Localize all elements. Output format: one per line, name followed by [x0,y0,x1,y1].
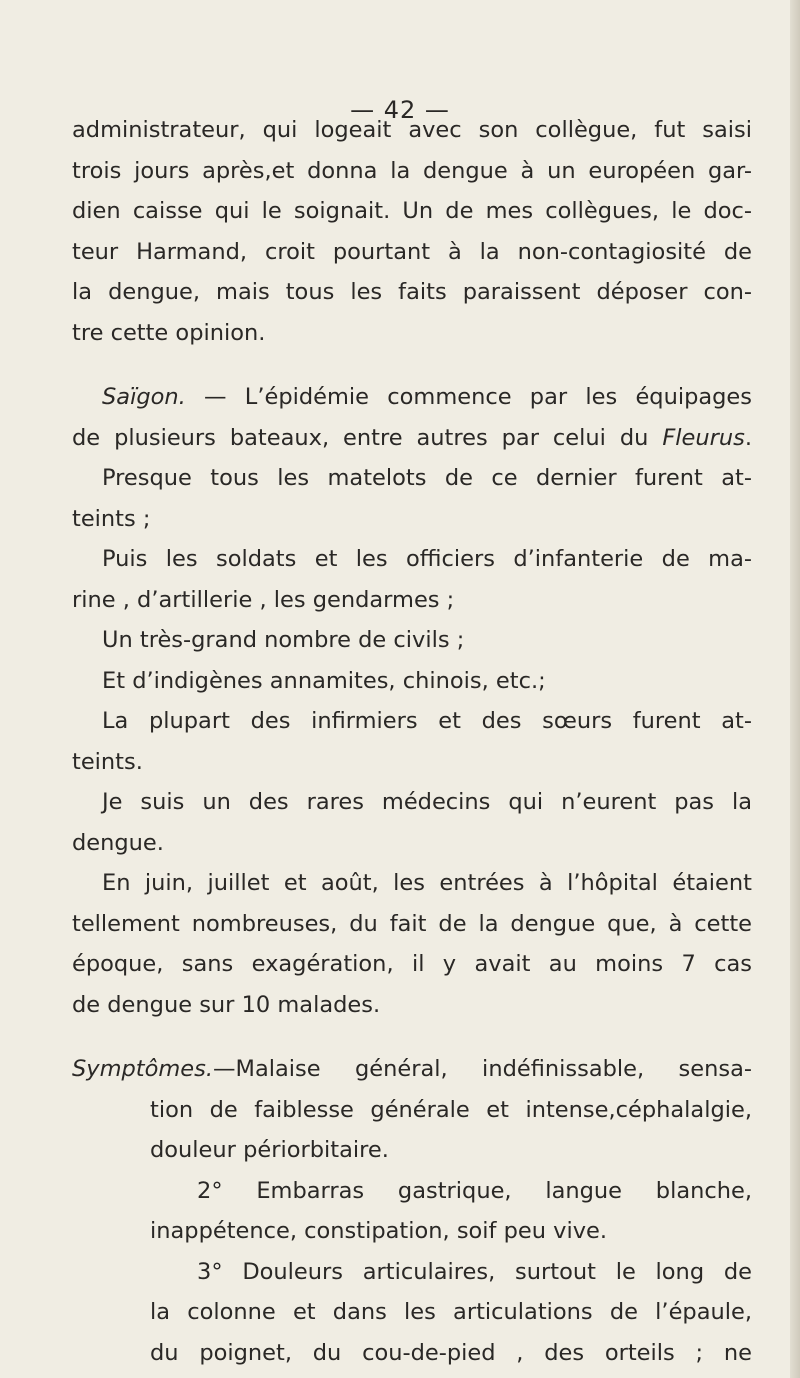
text-line: teur Harmand, croit pourtant à la non-contagiosité de [72,238,752,265]
text-line: de dengue sur 10 malades. [72,991,381,1018]
text-line: rine , d’artillerie , les gendarmes ; [72,586,455,613]
text-line: La plupart des infirmiers et des sœurs furent at- [102,708,752,734]
text-line: Un très-grand nombre de civils ; [102,627,465,653]
saigon-line2-text: de plusieurs bateaux, entre autres par celui du [72,424,663,451]
text-line: tellement nombreuses, du fait de la dengue que, à cette [72,910,752,937]
body-text [72,110,752,1373]
text-line: Et d’indigènes annamites, chinois, etc.; [102,667,546,694]
text-line: époque, sans exagération, il y avait au moins 7 cas [72,951,752,977]
text-line: du poignet, du cou-de-pied , des orteils ; ne [150,1339,752,1366]
text-line: Presque tous les matelots de ce dernier furent at- [102,465,752,491]
page-number: — 42 — [350,96,450,124]
text-line: trois jours après,et donna la dengue à un européen gar- [72,157,752,184]
text-line: dengue. [72,829,164,856]
saigon-second-line [72,418,752,459]
text-line: inappétence, constipation, soif peu vive. [150,1218,608,1244]
saigon-line2-end: . [744,424,752,451]
text-line: teints ; [72,505,151,532]
text-line: la colonne et dans les articulations de l’épaule, [150,1299,752,1325]
text-line: Puis les soldats et les officiers d’infanterie de ma- [102,546,752,572]
symptomes-line1-text: —Malaise général, indéfinissable, sensa- [213,1056,752,1082]
saigon-first-line [72,377,752,418]
text-line: 3° Douleurs articulaires, surtout le long de [197,1258,752,1285]
text-line: Je suis un des rares médecins qui n’eurent pas la [102,789,752,815]
ship-name: Fleurus [662,424,745,451]
text-line: En juin, juillet et août, les entrées à l’hôpital étaient [102,870,752,896]
text-line: 2° Embarras gastrique, langue blanche, [197,1177,752,1204]
text-line: tion de faiblesse générale et intense,céphalalgie, [150,1096,752,1123]
saigon-line1-text: — L’épidémie commence par les équipages [185,384,752,410]
text-line: dien caisse qui le soignait. Un de mes collègues, le doc- [72,198,752,224]
saigon-heading: Saïgon. [102,384,186,410]
paragraph-break [72,353,752,377]
text-line: administrateur, qui logeait avec son collègue, fut saisi [72,117,752,143]
text-line: tre cette opinion. [72,319,266,346]
paragraph-break [72,1025,752,1049]
page-edge [790,0,800,1378]
text-line: douleur périorbitaire. [150,1137,389,1163]
symptomes-first-line [72,1049,752,1090]
text-line: la dengue, mais tous les faits paraissent déposer con- [72,279,752,305]
text-line: teints. [72,748,143,775]
symptomes-heading: Symptômes. [72,1056,214,1082]
